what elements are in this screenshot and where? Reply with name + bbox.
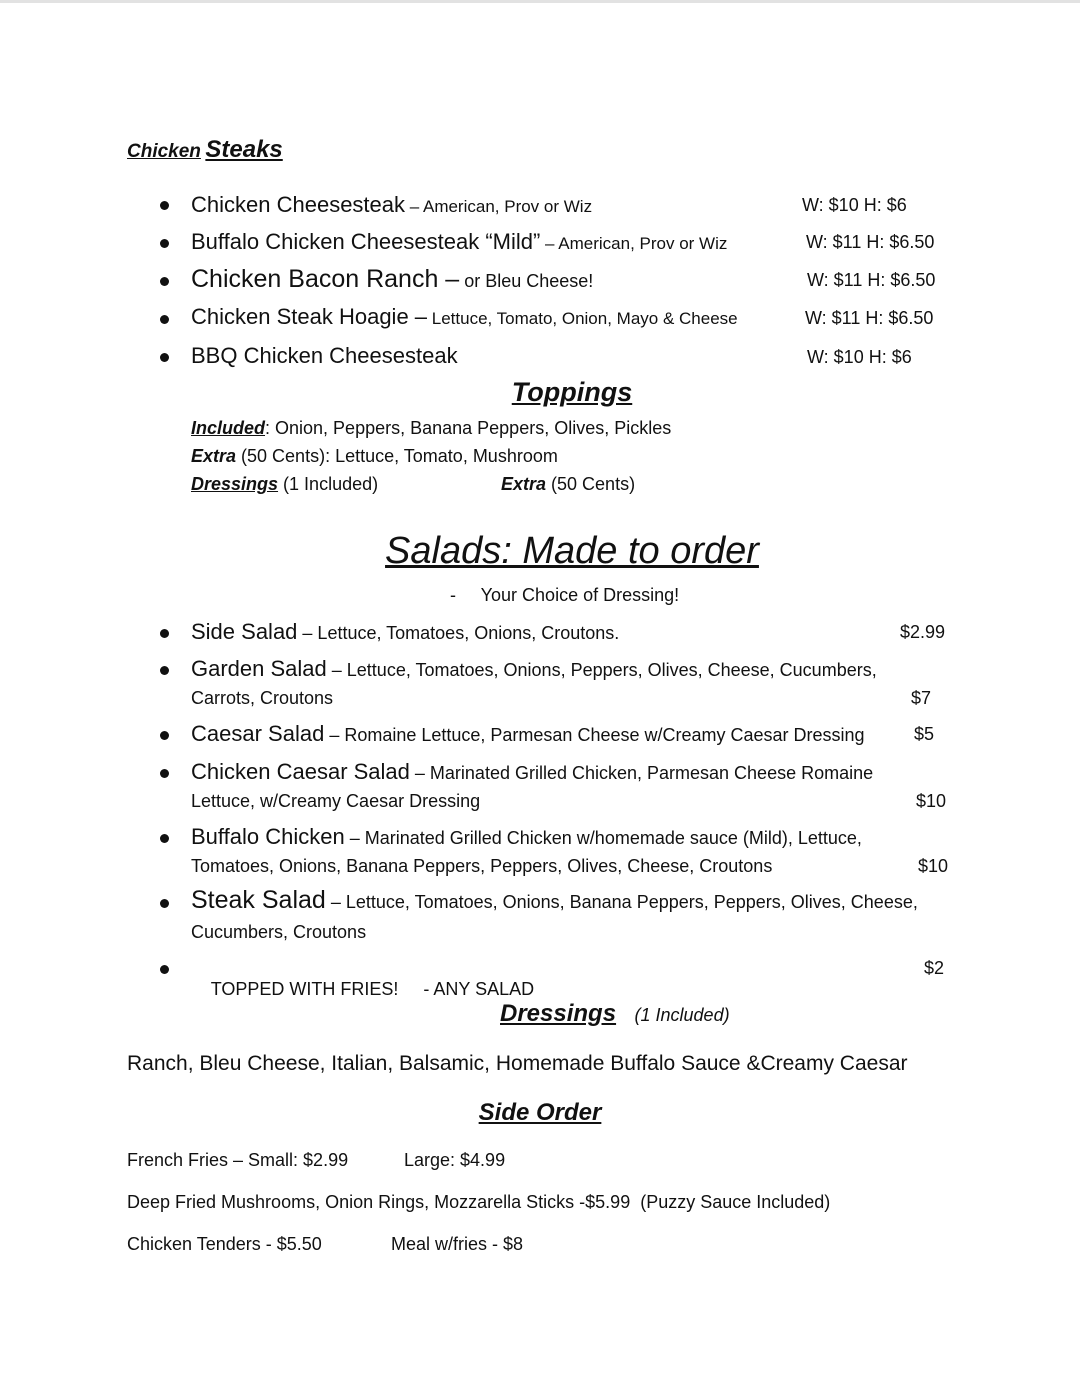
item-name: Chicken Steak Hoagie – [191, 304, 428, 329]
dressings-heading: Dressings [500, 1000, 617, 1027]
side-tenders-meal: Meal w/fries - $8 [391, 1234, 524, 1254]
item-name: Caesar Salad [191, 721, 325, 746]
bullet-icon [160, 629, 169, 638]
dressings-label: Dressings [191, 474, 279, 494]
item-name: Chicken Bacon Ranch – [191, 265, 460, 293]
extra2-label: Extra [501, 474, 547, 494]
heading-chicken: Chicken [127, 141, 201, 162]
bullet-icon [160, 965, 169, 974]
item-desc: – Marinated Grilled Chicken w/homemade sauce (Mild), Lettuce, [344, 828, 862, 848]
item-desc: – Lettuce, Tomatoes, Onions, Banana Peppers, Peppers, Olives, Cheese, [325, 892, 918, 912]
side-fries-small: French Fries – Small: $2.99 [127, 1150, 349, 1170]
menu-item [191, 343, 458, 369]
extra-label: Extra [191, 446, 237, 466]
item-price: $2.99 [900, 622, 946, 642]
item-name: TOPPED WITH FRIES! [210, 979, 399, 999]
heading-steaks: Steaks [205, 136, 283, 163]
item-desc: Lettuce, Tomato, Onion, Mayo & Cheese [427, 309, 738, 328]
item-price: W: $11 H: $6.50 [807, 270, 936, 290]
included-text: : Onion, Peppers, Banana Peppers, Olives, Pickles [265, 418, 672, 438]
menu-item [191, 958, 534, 1021]
item-price: $7 [911, 688, 932, 708]
side-fries-large: Large: $4.99 [404, 1150, 506, 1170]
toppings-dressings [191, 474, 378, 495]
item-name: Side Salad [191, 619, 298, 644]
bullet-icon [160, 731, 169, 740]
item-desc-line2: Carrots, Croutons [191, 688, 334, 708]
bullet-icon [160, 666, 169, 675]
toppings-dressings-extra [501, 474, 635, 495]
item-desc: or Bleu Cheese! [459, 271, 594, 291]
item-name: Buffalo Chicken Cheesesteak “Mild” [191, 229, 541, 254]
menu-item [191, 886, 918, 915]
bullet-icon [160, 315, 169, 324]
toppings-extra [191, 446, 558, 467]
item-desc: – American, Prov or Wiz [405, 197, 593, 216]
section-heading-chicken-steaks [127, 136, 283, 164]
item-price: $10 [918, 856, 949, 876]
item-price: W: $11 H: $6.50 [805, 308, 934, 328]
side-order-heading: Side Order [478, 1099, 602, 1126]
menu-item [191, 265, 593, 294]
extra2-text: (50 Cents) [546, 474, 636, 494]
dressings-list: Ranch, Bleu Cheese, Italian, Balsamic, Homemade Buffalo Sauce &Creamy Caesar [127, 1052, 908, 1075]
bullet-icon [160, 353, 169, 362]
item-desc: – Romaine Lettuce, Parmesan Cheese w/Creamy Caesar Dressing [324, 725, 865, 745]
dressings-heading-row [500, 1000, 730, 1028]
bullet-icon [160, 239, 169, 248]
item-name: Steak Salad [191, 886, 326, 914]
bullet-icon [160, 277, 169, 286]
side-tenders: Chicken Tenders - $5.50 [127, 1234, 322, 1254]
menu-item [191, 721, 865, 747]
item-desc-line2: Cucumbers, Croutons [191, 922, 367, 942]
bullet-icon [160, 201, 169, 210]
item-desc: - ANY SALAD [398, 979, 535, 999]
menu-item [191, 192, 592, 218]
item-price: W: $10 H: $6 [802, 195, 907, 215]
bullet-icon [160, 769, 169, 778]
bullet-icon [160, 834, 169, 843]
bullet-icon [160, 899, 169, 908]
menu-item [191, 656, 877, 682]
extra-text: (50 Cents): Lettuce, Tomato, Mushroom [236, 446, 558, 466]
item-price: $2 [924, 958, 945, 978]
salads-heading: Salads: Made to order [385, 530, 759, 572]
menu-item [191, 619, 619, 645]
item-price: $5 [914, 724, 935, 744]
included-label: Included [191, 418, 266, 438]
item-name: Chicken Cheesesteak [191, 192, 406, 217]
item-name: Buffalo Chicken [191, 824, 345, 849]
toppings-included [191, 418, 671, 439]
item-desc-line2: Tomatoes, Onions, Banana Peppers, Peppers, Olives, Cheese, Croutons [191, 856, 773, 876]
item-desc: – Lettuce, Tomatoes, Onions, Peppers, Olives, Cheese, Cucumbers, [326, 660, 877, 680]
item-name: Chicken Caesar Salad [191, 759, 410, 784]
menu-item [191, 304, 738, 330]
dressings-note: (1 Included) [634, 1005, 730, 1025]
item-desc: – Lettuce, Tomatoes, Onions, Croutons. [297, 623, 620, 643]
item-desc: – American, Prov or Wiz [540, 234, 728, 253]
item-price: $10 [916, 791, 947, 811]
item-name: Garden Salad [191, 656, 327, 681]
dressings-text: (1 Included) [278, 474, 379, 494]
side-fried-combo: Deep Fried Mushrooms, Onion Rings, Mozzarella Sticks -$5.99 (Puzzy Sauce Included) [127, 1192, 831, 1212]
menu-item [191, 229, 727, 255]
item-price: W: $11 H: $6.50 [806, 232, 935, 252]
item-name: BBQ Chicken Cheesesteak [191, 343, 458, 368]
item-price: W: $10 H: $6 [807, 347, 912, 367]
menu-item [191, 759, 873, 785]
toppings-heading: Toppings [511, 377, 633, 407]
item-desc-line2: Lettuce, w/Creamy Caesar Dressing [191, 791, 481, 811]
salads-subheading: - Your Choice of Dressing! [450, 585, 680, 605]
item-desc: – Marinated Grilled Chicken, Parmesan Cheese Romaine [409, 763, 874, 783]
menu-item [191, 824, 862, 850]
